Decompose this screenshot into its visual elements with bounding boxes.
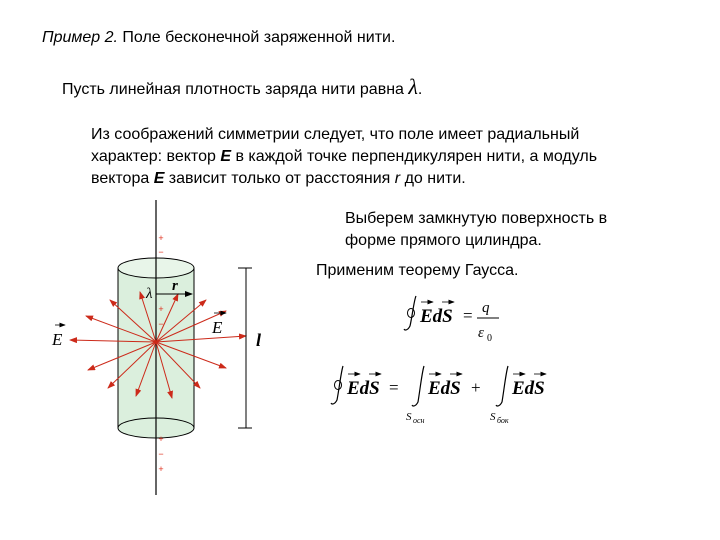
formula-gauss [404, 296, 499, 344]
lambda-label: λ [146, 286, 153, 302]
plus-charge: + [158, 434, 164, 444]
vector-e: E [153, 170, 165, 187]
e-vector-label-left: E [52, 330, 63, 349]
surface-line-1: Выберем замкнутую поверхность в [345, 210, 608, 227]
base-integrand: EdS [428, 378, 461, 399]
side-integrand: EdS [512, 378, 545, 399]
length-label: l [256, 330, 262, 350]
lhs-integrand: EdS [347, 378, 380, 399]
integral-sign-icon [496, 366, 508, 406]
epsilon: ε [478, 325, 484, 341]
contour-circle-icon [408, 309, 415, 318]
symmetry-text: в каждой точке перпендикулярен нити, а модуль [231, 148, 598, 165]
equals-sign: = [463, 306, 473, 325]
vector-e: E [220, 148, 231, 165]
equals-sign: = [389, 378, 399, 397]
gauss-text: Применим теорему Гаусса. [316, 262, 519, 279]
radius-label: r [172, 278, 178, 294]
plus-charge: + [158, 233, 164, 243]
epsilon-subscript: 0 [487, 333, 492, 344]
limit-base-subscript: осн [413, 416, 425, 425]
integrand: EdS [420, 306, 453, 327]
symmetry-text: до нити. [400, 170, 466, 187]
limit-base: S [406, 411, 412, 423]
plus-charge: + [158, 304, 164, 314]
symmetry-text: вектора [91, 170, 154, 187]
intro-end: . [417, 81, 423, 98]
contour-circle-icon [335, 381, 342, 390]
charge-q: q [482, 300, 490, 316]
formula-split [331, 366, 546, 425]
title-lead: Пример 2. [42, 29, 118, 46]
e-vector-label-right: E [212, 318, 223, 337]
plus-sign: + [471, 378, 481, 397]
title-text: Поле бесконечной заряженной нити. [117, 29, 396, 46]
minus-charge: − [158, 449, 164, 459]
limit-side-subscript: бок [497, 416, 509, 425]
intro-text: Пусть линейная плотность заряда нити равна [62, 81, 404, 98]
minus-charge: − [158, 319, 164, 329]
surface-line-2: форме прямого цилиндра. [345, 232, 542, 249]
symmetry-text: зависит только от расстояния [164, 170, 395, 187]
integral-sign-icon [412, 366, 424, 406]
lambda-symbol: λ [408, 74, 418, 99]
plus-charge: + [158, 464, 164, 474]
symmetry-text: характер: вектор [91, 148, 221, 165]
limit-side: S [490, 411, 496, 423]
minus-charge: − [158, 247, 164, 257]
distance-r: r [394, 170, 401, 187]
symmetry-line-1: Из соображений симметрии следует, что поле имеет радиальный [91, 126, 580, 143]
